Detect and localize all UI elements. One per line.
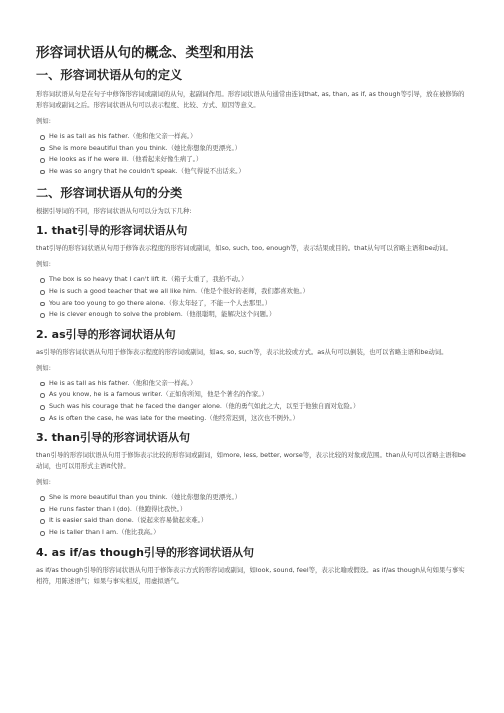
list-item: He is as tall as his father.（他和他父亲一样高。） <box>36 378 468 390</box>
list-item: He is taller than I am.（他比我高。） <box>36 527 468 539</box>
section-1-example-label: 例如: <box>36 117 51 125</box>
section-2-heading: 二、形容词状语从句的分类 <box>36 186 183 201</box>
list-item: He looks as if he were ill.（他看起来好像生病了。） <box>36 154 468 166</box>
list-item: As is often the case, he was late for the meeting.（他经常迟到，这次也不例外。） <box>36 413 468 425</box>
list-item: She is more beautiful than you think.（她比你想象的更漂亮。） <box>36 492 468 504</box>
list-item: As you know, he is a famous writer.（正如你所知，他是个著名的作家。） <box>36 389 468 401</box>
section-1-heading: 一、形容词状语从句的定义 <box>36 68 183 82</box>
list-item: The box is so heavy that I can't lift it.（箱子太重了，我抬不动。） <box>36 274 468 286</box>
list-item: Such was his courage that he faced the danger alone.（他的勇气如此之大，以至于他独自面对危险。） <box>36 401 468 413</box>
section-2-intro: 根据引导词的不同，形容词状语从句可以分为以下几种: <box>36 207 192 216</box>
subsection-3-example-label: 例如: <box>36 478 51 487</box>
subsection-3-heading: 3. than引导的形容词状语从句 <box>36 431 191 445</box>
subsection-2-example-list <box>36 378 468 424</box>
list-item: He is such a good teacher that we all like him.（他是个很好的老师，我们都喜欢他。） <box>36 286 468 298</box>
list-item: He was so angry that he couldn't speak.（他气得说不出话来。） <box>36 166 468 178</box>
subsection-2-heading: 2. as引导的形容词状语从句 <box>36 327 176 341</box>
subsection-3-paragraph: than引导的形容词状语从句用于修饰表示比较的形容词或副词，如more, less, better, worse等，表示比较的对象或范围。than从句可以省略主语和be动词，也可以用形式主语it代替。 <box>36 451 466 471</box>
list-item: He is as tall as his father.（他和他父亲一样高。） <box>36 131 468 143</box>
list-item: He is clever enough to solve the problem.（他很聪明，能解决这个问题。） <box>36 309 468 321</box>
subsection-2-example-label: 例如: <box>36 363 51 372</box>
subsection-4-heading: 4. as if/as though引导的形容词状语从句 <box>36 545 255 559</box>
subsection-3-example-list <box>36 492 468 538</box>
subsection-2-paragraph: as引导的形容词状语从句用于修饰表示程度的形容词或副词，如as, so, such等，表示比较或方式。as从句可以倒装，也可以省略主语和be动词。 <box>36 347 448 356</box>
list-item: It is easier said than done.（说起来容易做起来难。） <box>36 515 468 527</box>
subsection-1-paragraph: that引导的形容词状语从句用于修饰表示程度的形容词或副词，如so, such, too, enough等，表示结果或目的。that从句可以省略主语和be动词。 <box>36 244 452 253</box>
section-1-paragraph: 形容词状语从句是在句子中修饰形容词或副词的从句，起副词作用。形容词状语从句通常由连词that, as, than, as if, as though等引导，放在被修饰的形容词或副词之后。形容词状语从句可以表示程度、比较、方式、原因等意义。 <box>36 90 465 109</box>
list-item: She is more beautiful than you think.（她比你想象的更漂亮。） <box>36 143 468 155</box>
subsection-4-paragraph: as if/as though引导的形容词状语从句用于修饰表示方式的形容词或副词，如look, sound, feel等，表示比喻或假设。as if/as though从句如果与事实相符，用陈述语气；如果与事实相反，用虚拟语气。 <box>36 565 465 585</box>
subsection-1-example-label: 例如: <box>36 260 51 269</box>
section-1-example-list <box>36 131 468 177</box>
list-item: You are too young to go there alone.（你太年轻了，不能一个人去那里。） <box>36 298 468 310</box>
subsection-1-example-list <box>36 274 468 320</box>
subsection-1-heading: 1. that引导的形容词状语从句 <box>36 224 188 238</box>
page-title: 形容词状语从句的概念、类型和用法 <box>36 45 254 61</box>
list-item: He runs faster than I (do).（他跑得比我快。） <box>36 504 468 516</box>
